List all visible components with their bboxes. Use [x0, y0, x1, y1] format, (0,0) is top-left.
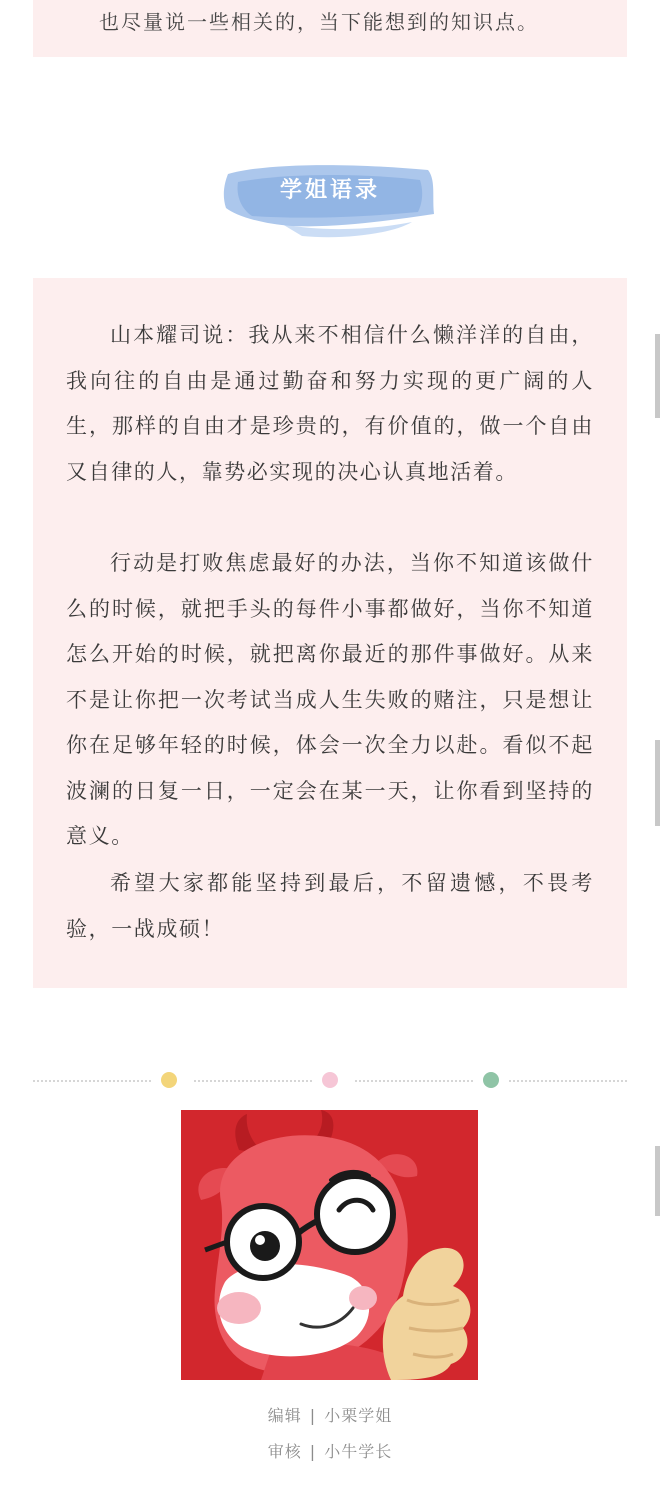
section-title-banner	[222, 158, 438, 242]
editor-name: 小栗学姐	[324, 1406, 393, 1425]
reviewer-name: 小牛学长	[324, 1442, 393, 1461]
scrollbar-thumb[interactable]	[655, 1146, 660, 1216]
previous-section-box	[33, 0, 627, 57]
divider-line	[355, 1080, 473, 1082]
editor-credit	[0, 1403, 660, 1426]
credit-separator: |	[309, 1442, 317, 1461]
yellow-dot-icon	[161, 1072, 177, 1088]
quote-paragraph: 山本耀司说：我从来不相信什么懒洋洋的自由，我向往的自由是通过勤奋和努力实现的更广阔的人生，那样的自由才是珍贵的，有价值的，做一个自由又自律的人，靠势必实现的决心认真地活着。	[66, 323, 594, 484]
section-title: 学姐语录	[279, 178, 380, 203]
quote-paragraph: 希望大家都能坚持到最后，不留遗憾，不畏考验，一战成硕！	[66, 871, 594, 941]
credit-separator: |	[309, 1406, 317, 1425]
divider-line	[509, 1080, 627, 1082]
scrollbar-thumb[interactable]	[655, 334, 660, 418]
green-dot-icon	[483, 1072, 499, 1088]
divider-line	[194, 1080, 312, 1082]
scrollbar-thumb[interactable]	[655, 740, 660, 826]
previous-section-text: 也尽量说一些相关的，当下能想到的知识点。	[99, 10, 539, 34]
pink-dot-icon	[322, 1072, 338, 1088]
reviewer-label: 审核	[267, 1442, 302, 1461]
quote-paragraph: 行动是打败焦虑最好的办法，当你不知道该做什么的时候，就把手头的每件小事都做好，当你不知道怎么开始的时候，就把离你最近的那件事做好。从来不是让你把一次考试当成人生失败的赌注，只是想让你在足够年轻的时候，体会一次全力以赴。看似不起波澜的日复一日，一定会在某一天，让你看到坚持的意义。	[66, 551, 594, 848]
mascot-ox-thumbs-up-image	[181, 1110, 478, 1380]
divider-line	[33, 1080, 151, 1082]
reviewer-credit	[0, 1439, 660, 1462]
quote-box	[33, 278, 627, 988]
editor-label: 编辑	[267, 1406, 302, 1425]
